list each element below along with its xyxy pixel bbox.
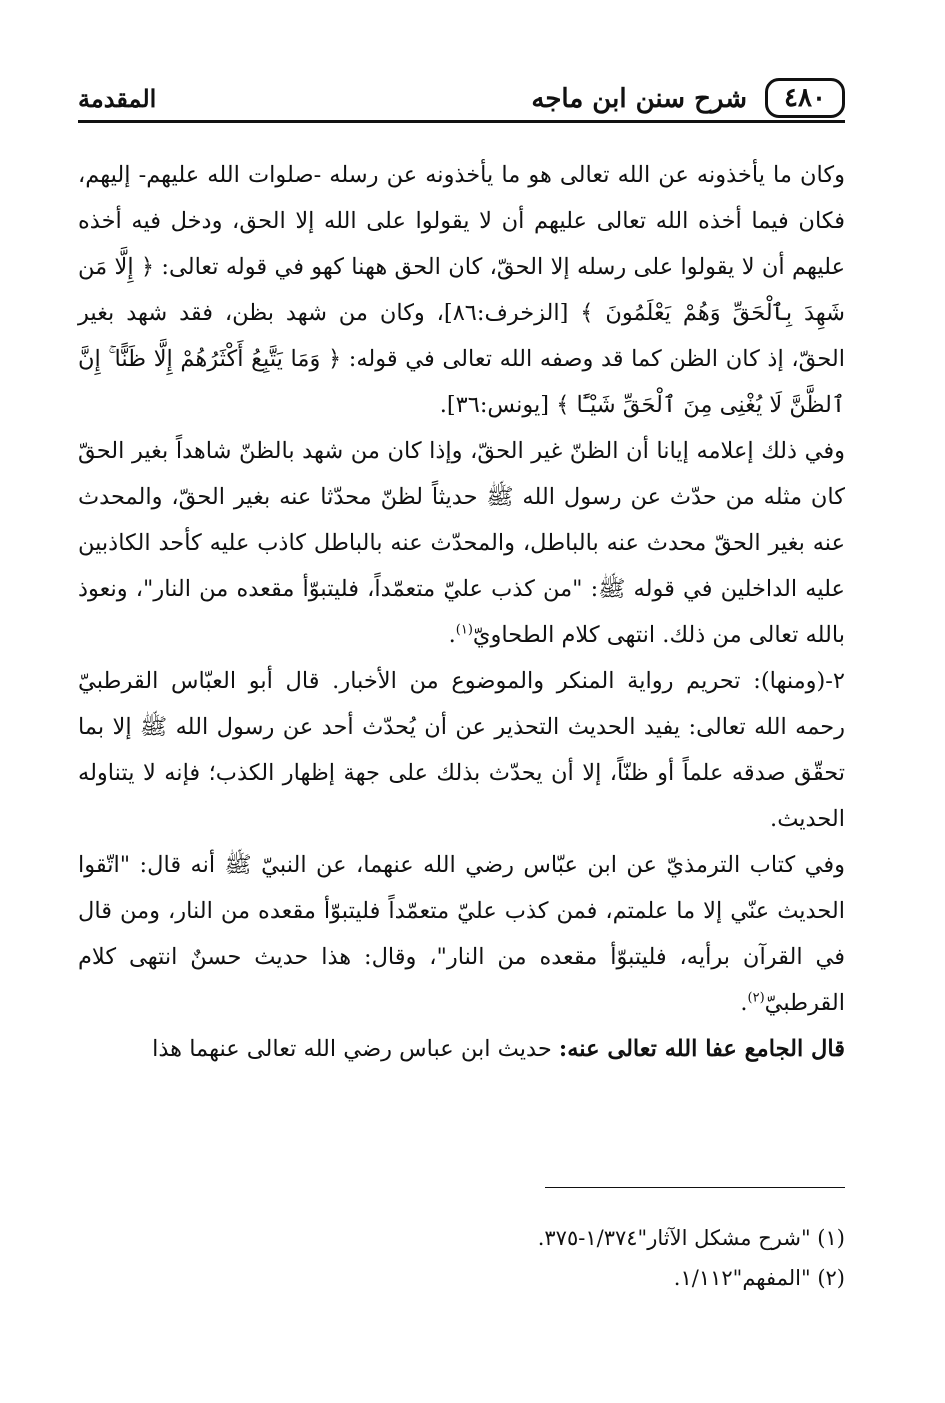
paragraph-4-end: .	[740, 990, 748, 1016]
book-title: شرح سنن ابن ماجه	[531, 84, 747, 114]
paragraph-5-lead: قال الجامع عفا الله تعالى عنه:	[558, 1036, 845, 1062]
paragraph-4	[78, 842, 845, 1026]
paragraph-3: ٢-(ومنها): تحريم رواية المنكر والموضوع من الأخبار. قال أبو العبّاس القرطبيّ رحمه الله تعالى: يفيد الحديث التحذير عن أن يُحدّث أحد عن رسول الله ﷺ إلا بما تحقّق صدقه علماً أو ظنّاً، إلا أن يحدّث بذلك على جهة إظهار الكذب؛ فإنه لا يتناوله الحديث.	[78, 668, 845, 832]
paragraph-4-text: وفي كتاب الترمذيّ عن ابن عبّاس رضي الله عنهما، عن النبيّ ﷺ أنه قال: "اتّقوا الحديث عنّي إلا ما علمتم، فمن كذب عليّ متعمّداً فليتبوّأ مقعده من النار، ومن قال في القرآن برأيه، فليتبوّأ مقعده من النار"، وقال: هذا حديث حسنٌ انتهى كلام القرطبيّ	[78, 852, 845, 1016]
paragraph-1: وكان ما يأخذونه عن الله تعالى هو ما يأخذونه عن رسله -صلوات الله عليهم- إليهم، فكان فيما أخذه الله تعالى عليهم أن لا يقولوا على الله إلا الحق، ودخل فيه أخذه عليهم أن لا يقولوا على رسله إلا الحقّ، كان الحق ههنا كهو في قوله تعالى: ﴿ إِلَّا مَن شَهِدَ بِٱلْحَقِّ وَهُمْ يَعْلَمُونَ ﴾ [الزخرف:٨٦]، وكان من شهد بظن، فقد شهد بغير الحقّ، إذ كان الظن كما قد وصفه الله تعالى في قوله: ﴿ وَمَا يَتَّبِعُ أَكْثَرُهُمْ إِلَّا ظَنًّا ۚ إِنَّ ٱلظَّنَّ لَا يُغْنِى مِنَ ٱلْحَقِّ شَيْـًٔا ﴾ [يونس:٣٦].	[78, 162, 845, 418]
page-number: ٤٨٠	[765, 78, 845, 118]
footnote-1: (١) "شرح مشكل الآثار"١/٣٧٤-٣٧٥.	[537, 1226, 845, 1250]
footnotes	[78, 1218, 845, 1298]
main-text	[78, 152, 845, 1072]
paragraph-2-end: .	[448, 622, 456, 648]
paragraph-5	[78, 1026, 845, 1072]
page-header	[78, 78, 845, 122]
footnote-2: (٢) "المفهم"١/١١٢.	[673, 1266, 845, 1290]
footnote-divider	[545, 1187, 845, 1188]
footnote-ref-1: (١)	[455, 622, 473, 638]
paragraph-2	[78, 428, 845, 658]
footnote-ref-2: (٢)	[747, 990, 765, 1006]
paragraph-2-text: وفي ذلك إعلامه إيانا أن الظنّ غير الحقّ، وإذا كان من شهد بالظنّ شاهداً بغير الحقّ كان مثله من حدّث عن رسول الله ﷺ حديثاً لظنّ محدّثا عنه بغير الحقّ، والمحدث عنه بغير الحقّ محدث عنه بالباطل، والمحدّث عنه بالباطل كاذب عليه كأحد الكاذبين عليه الداخلين في قوله ﷺ: "من كذب عليّ متعمّداً، فليتبوّأ مقعده من النار"، ونعوذ بالله تعالى من ذلك. انتهى كلام الطحاويّ	[78, 438, 845, 648]
section-title: المقدمة	[78, 84, 157, 113]
header-divider	[78, 120, 845, 123]
paragraph-5-text: حديث ابن عباس رضي الله تعالى عنهما هذا	[152, 1036, 559, 1062]
